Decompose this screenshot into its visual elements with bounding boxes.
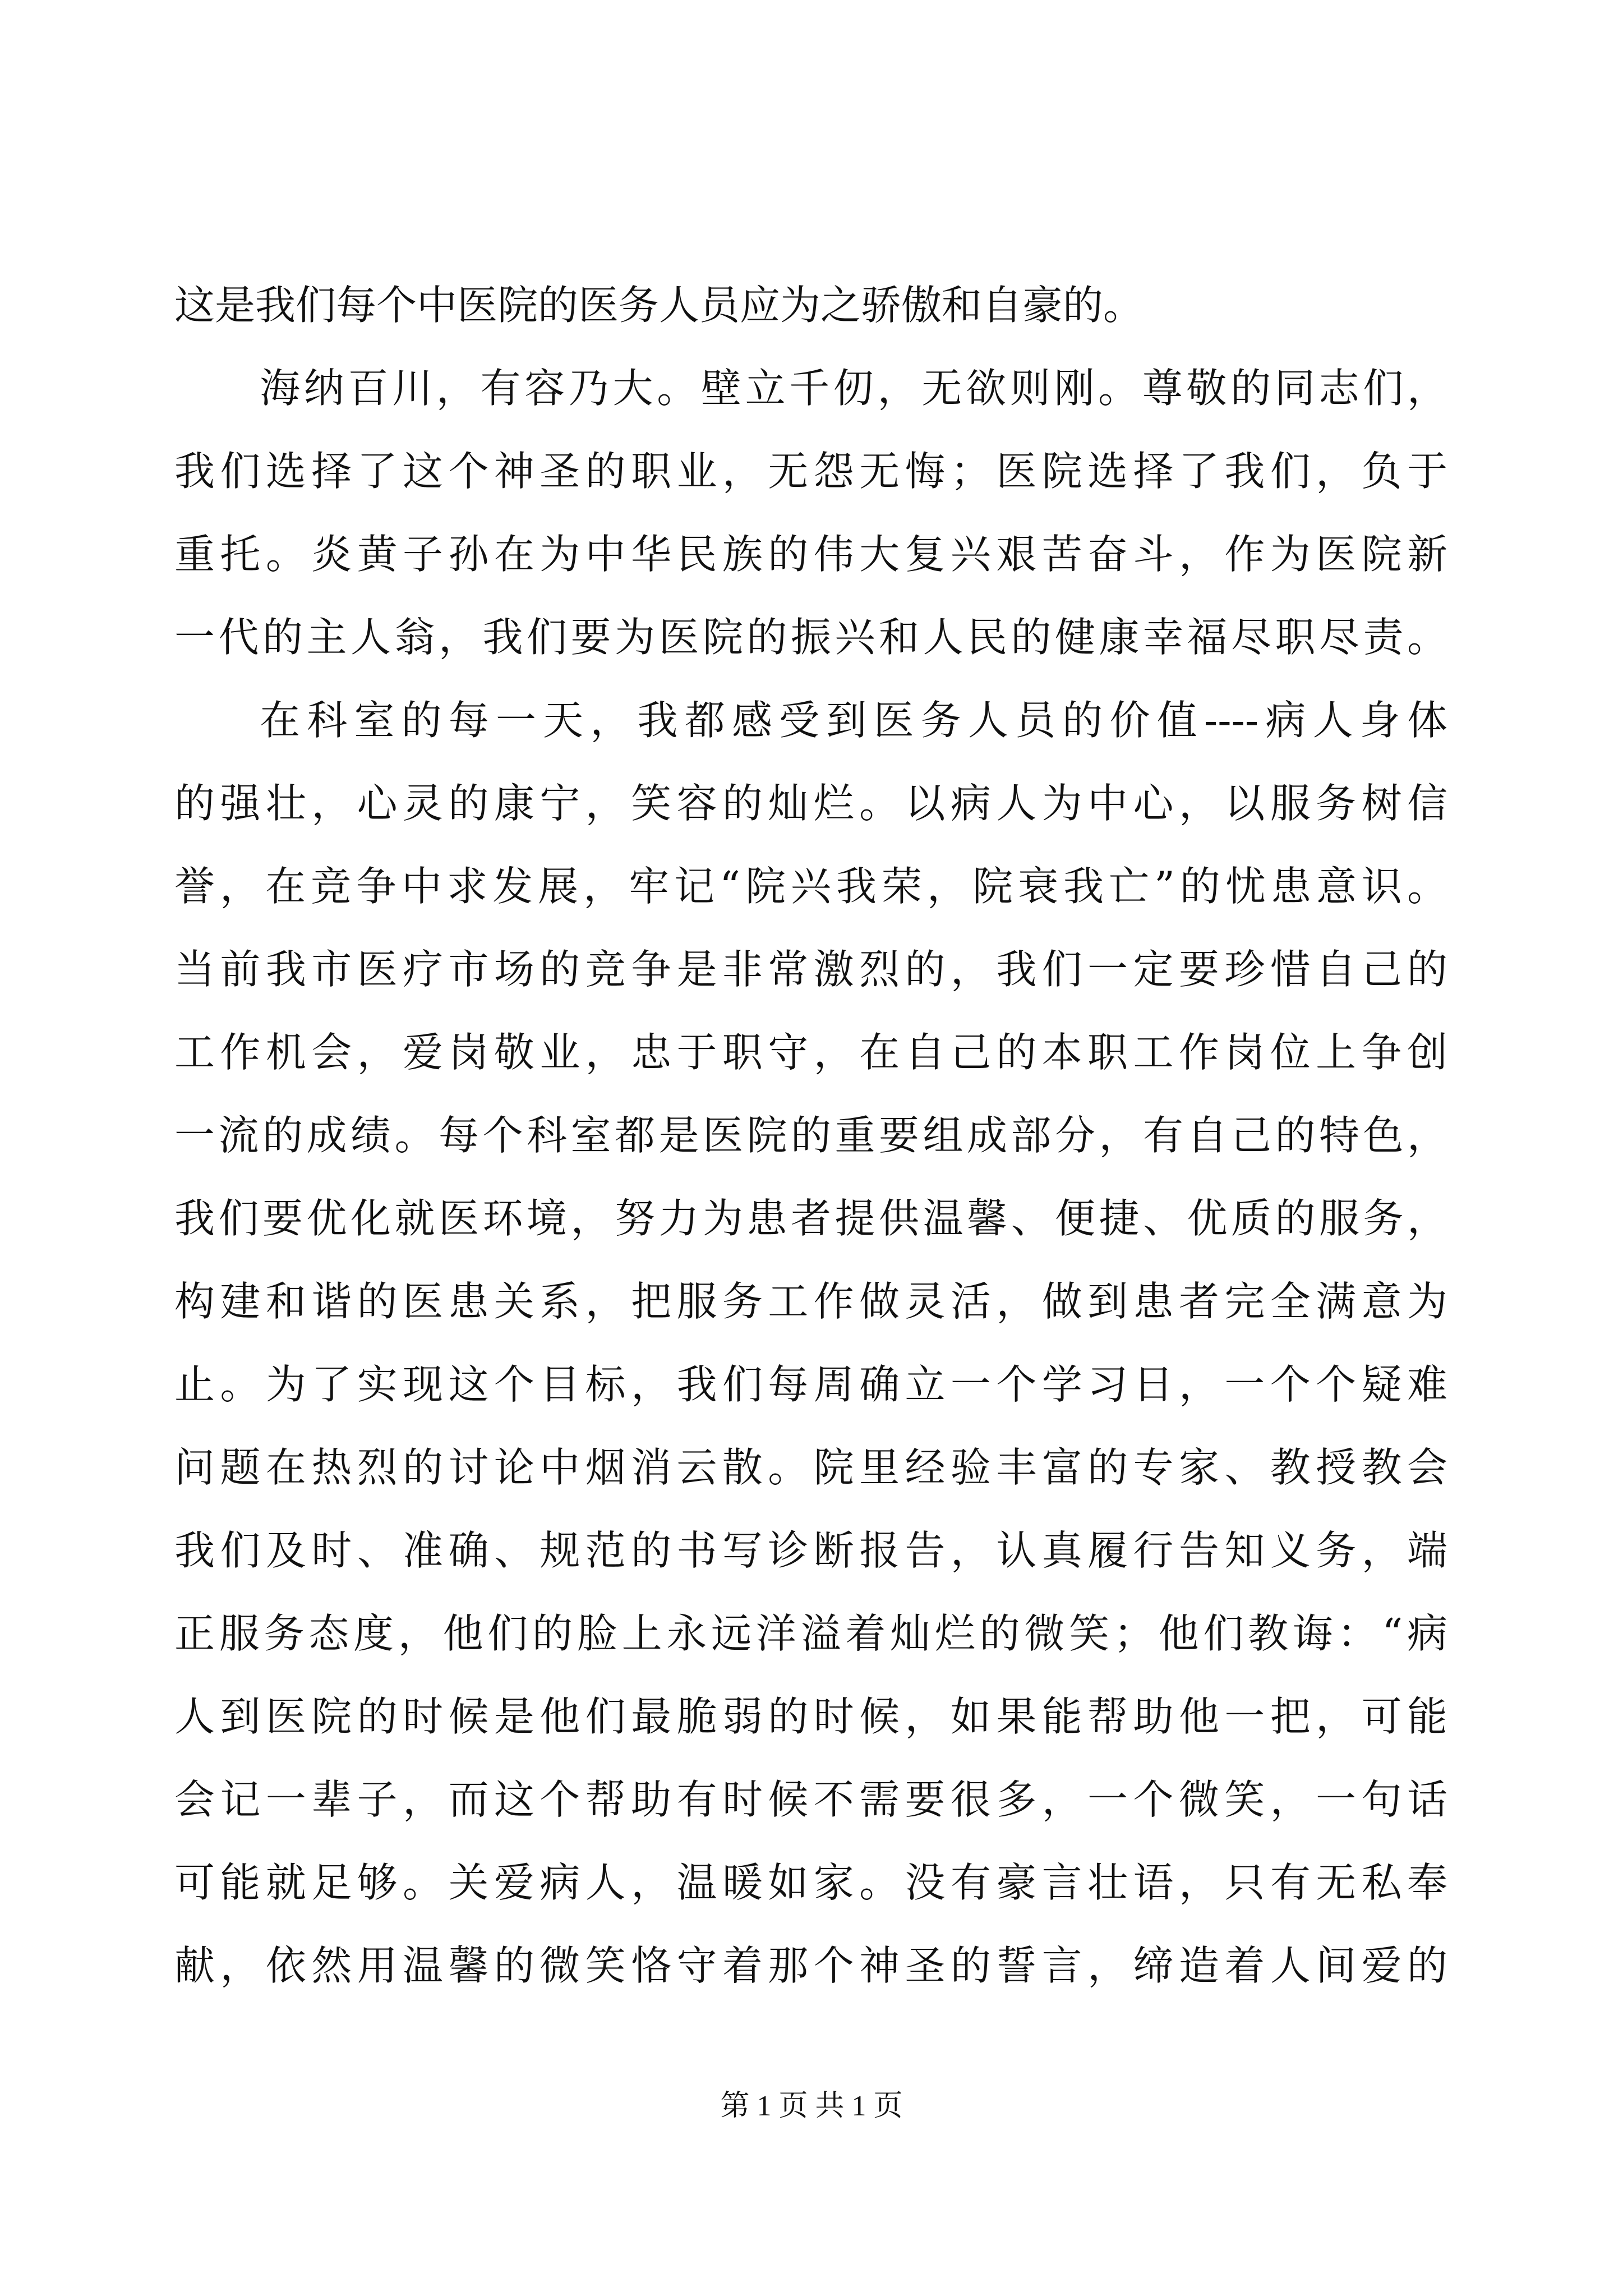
text-line: 重托。炎黄子孙在为中华民族的伟大复兴艰苦奋斗，作为医院新 (174, 531, 1447, 578)
text-line: 可能就足够。关爱病人，温暖如家。没有豪言壮语，只有无私奉 (174, 1859, 1447, 1906)
text-line: 一流的成绩。每个科室都是医院的重要组成部分，有自己的特色， (174, 1112, 1447, 1159)
text-line: 誉，在竞争中求发展，牢记“院兴我荣，院衰我亡”的忧患意识。 (174, 863, 1447, 910)
text-line: 我们要优化就医环境，努力为患者提供温馨、便捷、优质的服务， (174, 1195, 1447, 1242)
text-line: 这是我们每个中医院的医务人员应为之骄傲和自豪的。 (174, 282, 1144, 329)
text-line: 我们及时、准确、规范的书写诊断报告，认真履行告知义务，端 (174, 1527, 1447, 1574)
text-line: 在科室的每一天，我都感受到医务人员的价值----病人身体 (260, 697, 1447, 744)
text-line: 人到医院的时候是他们最脆弱的时候，如果能帮助他一把，可能 (174, 1693, 1447, 1740)
text-line: 止。为了实现这个目标，我们每周确立一个学习日，一个个疑难 (174, 1361, 1447, 1408)
text-line: 构建和谐的医患关系，把服务工作做灵活，做到患者完全满意为 (174, 1278, 1447, 1325)
body-text (174, 264, 1447, 2007)
text-line: 献，依然用温馨的微笑恪守着那个神圣的誓言，缔造着人间爱的 (174, 1942, 1447, 1989)
text-line: 一代的主人翁，我们要为医院的振兴和人民的健康幸福尽职尽责。 (174, 614, 1447, 661)
text-line: 海纳百川，有容乃大。壁立千仞，无欲则刚。尊敬的同志们， (260, 365, 1447, 412)
text-line: 会记一辈子，而这个帮助有时候不需要很多，一个微笑，一句话 (174, 1776, 1447, 1823)
text-line: 问题在热烈的讨论中烟消云散。院里经验丰富的专家、教授教会 (174, 1444, 1447, 1491)
text-line: 工作机会，爱岗敬业，忠于职守，在自己的本职工作岗位上争创 (174, 1029, 1447, 1076)
text-line: 我们选择了这个神圣的职业，无怨无悔；医院选择了我们，负于 (174, 448, 1447, 495)
text-line: 当前我市医疗市场的竞争是非常激烈的，我们一定要珍惜自己的 (174, 946, 1447, 993)
text-line: 正服务态度，他们的脸上永远洋溢着灿烂的微笑；他们教诲：“病 (174, 1610, 1447, 1657)
page-footer: 第 1 页 共 1 页 (720, 2090, 903, 2122)
text-line: 的强壮，心灵的康宁，笑容的灿烂。以病人为中心，以服务树信 (174, 780, 1447, 827)
